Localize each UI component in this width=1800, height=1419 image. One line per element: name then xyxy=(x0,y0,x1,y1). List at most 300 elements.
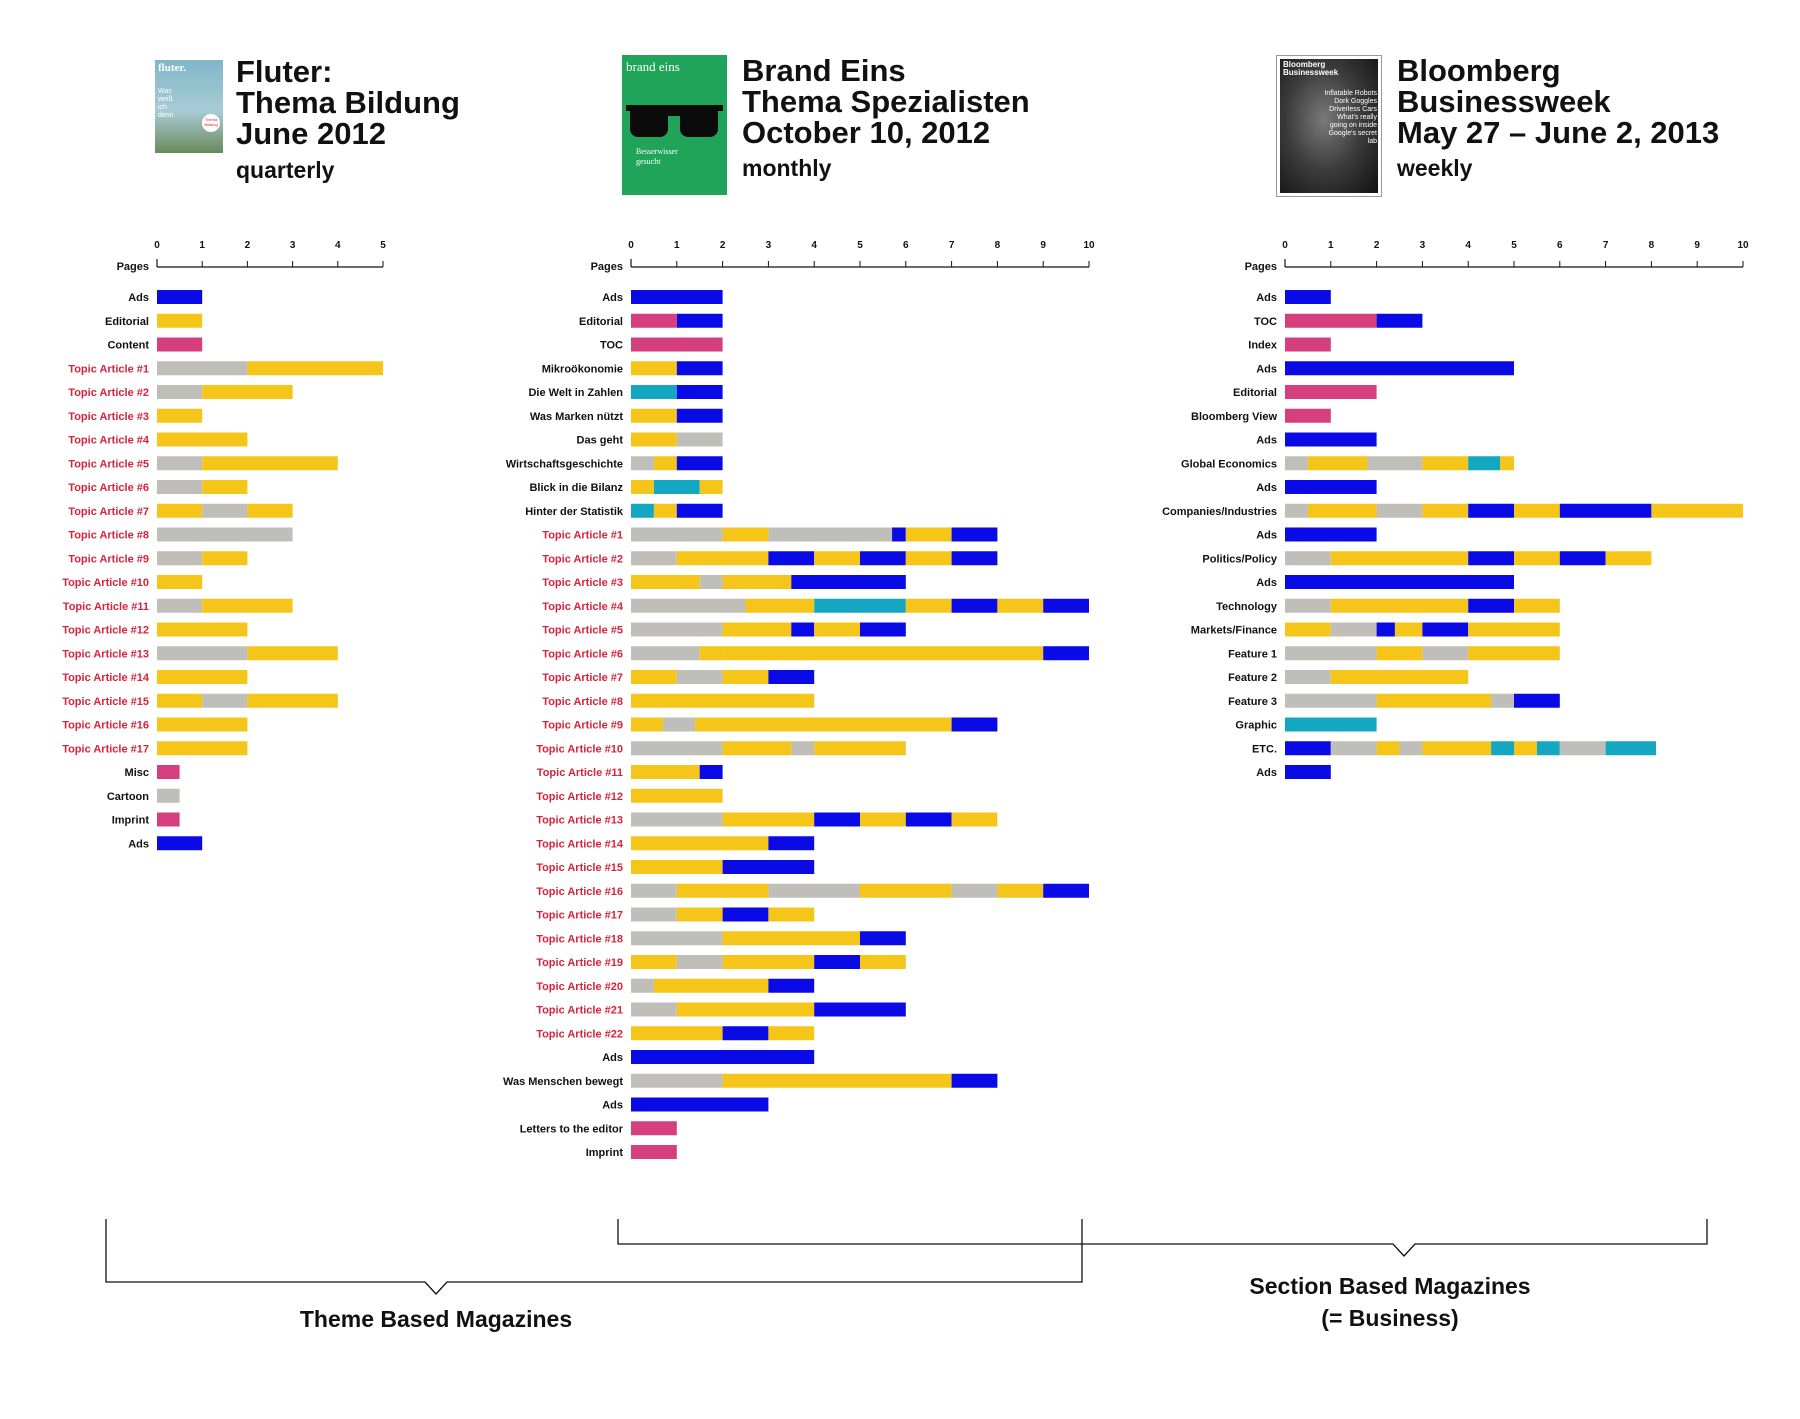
brandeins-tick-label: 2 xyxy=(719,240,726,251)
bloomberg-bar-segment-content xyxy=(1285,623,1331,637)
fluter-row-label: Topic Article #7 xyxy=(68,505,149,518)
bloomberg-bar-segment-ads xyxy=(1514,694,1560,708)
bloomberg-bar-segment-ads xyxy=(1377,623,1395,637)
cover-line: Inflatable Robots xyxy=(1324,90,1377,97)
bloomberg-row-label: Editorial xyxy=(1232,387,1277,399)
fluter-cover-brand: fluter. xyxy=(158,62,187,74)
bloomberg-bar-segment-content xyxy=(1422,741,1491,755)
bloomberg-bar-segment-ads xyxy=(1285,480,1377,494)
brandeins-frequency: monthly xyxy=(742,155,832,181)
brandeins-row-label: Topic Article #6 xyxy=(542,648,623,661)
brandeins-row-label: Topic Article #3 xyxy=(542,577,623,589)
brandeins-row-label: Topic Article #18 xyxy=(536,933,623,946)
brandeins-bar-segment-ads xyxy=(791,575,906,589)
fluter-row-label: Topic Article #5 xyxy=(68,458,149,471)
brandeins-bar-segment-content xyxy=(631,480,654,494)
bloomberg-bar-segment-editorial xyxy=(1285,338,1331,352)
brandeins-bar-segment-image xyxy=(631,623,723,637)
brandeins-row-label: Topic Article #7 xyxy=(542,672,623,684)
bloomberg-bar-segment-content xyxy=(1395,623,1422,637)
bloomberg-title-line-3: May 27 – June 2, 2013 xyxy=(1397,115,1720,150)
bloomberg-bar-segment-ads xyxy=(1422,623,1468,637)
fluter-title-line-3: June 2012 xyxy=(236,116,386,151)
bloomberg-bar-segment-content xyxy=(1468,646,1560,660)
brandeins-bar-segment-ads xyxy=(768,551,814,565)
brandeins-bar-segment-ads xyxy=(723,908,769,922)
brandeins-bar-segment-content xyxy=(723,741,792,755)
fluter-bar-segment-image xyxy=(157,646,247,660)
fluter-frequency: quarterly xyxy=(236,157,335,183)
brandeins-bar-segment-image xyxy=(631,813,723,827)
bloomberg-bar-segment-image xyxy=(1285,504,1308,518)
brandeins-bar-segment-image xyxy=(791,741,814,755)
fluter-bar-segment-content xyxy=(247,361,383,375)
fluter-row-label: Ads xyxy=(128,292,149,304)
bloomberg-bar-segment-content xyxy=(1422,504,1468,518)
brandeins-tick-label: 10 xyxy=(1083,240,1095,251)
brandeins-row-label: Topic Article #2 xyxy=(542,553,623,566)
bloomberg-bar-segment-ads xyxy=(1285,575,1514,589)
brandeins-bar-segment-ads xyxy=(860,623,906,637)
bloomberg-bar-segment-image xyxy=(1367,456,1422,470)
brandeins-bar-segment-image xyxy=(768,884,860,898)
bloomberg-row-label: Politics/Policy xyxy=(1202,553,1277,566)
fluter-bar-segment-editorial xyxy=(157,765,180,779)
bloomberg-bar-segment-image xyxy=(1422,646,1468,660)
bloomberg-row-label: Ads xyxy=(1256,363,1277,376)
brandeins-bar-segment-ads xyxy=(723,860,815,874)
brandeins-bar-segment-image xyxy=(631,908,677,922)
fluter-title-line-1: Fluter: xyxy=(236,54,333,89)
bloomberg-row-label: Technology xyxy=(1216,600,1277,613)
bloomberg-bar-segment-info xyxy=(1537,741,1560,755)
bloomberg-row-label: ETC. xyxy=(1251,743,1277,756)
bloomberg-bar-segment-ads xyxy=(1285,433,1377,447)
brandeins-bar-segment-content xyxy=(631,860,723,874)
brandeins-bar-segment-image xyxy=(677,670,723,684)
cover-line: weiß xyxy=(158,96,173,103)
brandeins-bar-segment-image xyxy=(768,528,892,542)
brandeins-row-label: Das geht xyxy=(576,434,623,447)
bloomberg-bar-segment-content xyxy=(1308,456,1368,470)
fluter-row-label: Topic Article #4 xyxy=(68,434,149,447)
bloomberg-row-label: Markets/Finance xyxy=(1190,624,1277,637)
bloomberg-row-label: Bloomberg View xyxy=(1191,410,1277,423)
brandeins-bar-segment-ads xyxy=(768,979,814,993)
bloomberg-tick-label: 6 xyxy=(1557,240,1563,251)
fluter-bar-segment-image xyxy=(157,480,202,494)
brandeins-bar-segment-content xyxy=(723,813,815,827)
bloomberg-bar-segment-image xyxy=(1331,741,1377,755)
fluter-bar-segment-content xyxy=(157,741,247,755)
bloomberg-bar-segment-image xyxy=(1285,670,1331,684)
brandeins-bar-segment-content xyxy=(814,623,860,637)
fluter-row-label: Imprint xyxy=(111,814,149,827)
brandeins-bar-segment-content xyxy=(631,1026,723,1040)
cover-line: Was xyxy=(158,88,172,95)
brandeins-bar-segment-ads xyxy=(768,670,814,684)
brandeins-bar-segment-content xyxy=(723,646,1044,660)
bloomberg-tick-label: 4 xyxy=(1465,240,1471,251)
brandeins-bar-segment-editorial xyxy=(631,314,677,328)
bloomberg-bar-segment-content xyxy=(1514,599,1560,613)
brandeins-bar-segment-content xyxy=(631,575,700,589)
fluter-row-label: Topic Article #8 xyxy=(68,529,149,542)
brandeins-bar-segment-content xyxy=(677,884,769,898)
brandeins-row-label: Topic Article #14 xyxy=(536,838,623,851)
bloomberg-bar-segment-content xyxy=(1500,456,1514,470)
bloomberg-bar-segment-image xyxy=(1285,456,1308,470)
fluter-row-label: Topic Article #13 xyxy=(62,648,149,661)
brandeins-bar-segment-ads xyxy=(892,528,906,542)
fluter-bar-segment-ads xyxy=(157,836,202,850)
brandeins-bar-segment-content xyxy=(768,908,814,922)
brandeins-bar-segment-ads xyxy=(677,456,723,470)
bloomberg-bar-segment-image xyxy=(1285,599,1331,613)
brandeins-bar-segment-content xyxy=(723,1074,952,1088)
fluter-row-label: Topic Article #3 xyxy=(68,410,149,423)
fluter-bar-segment-content xyxy=(157,504,202,518)
brandeins-bar-segment-content xyxy=(700,646,723,660)
brandeins-bar-segment-content xyxy=(723,528,769,542)
bloomberg-bar-segment-image xyxy=(1377,504,1423,518)
bloomberg-bar-segment-content xyxy=(1514,741,1537,755)
bloomberg-bar-segment-ads xyxy=(1468,599,1514,613)
section-group-label-line-1: Section Based Magazines xyxy=(1249,1273,1531,1299)
brandeins-bar-segment-ads xyxy=(952,551,998,565)
bloomberg-tick-label: 7 xyxy=(1602,240,1609,251)
bloomberg-bar-segment-editorial xyxy=(1285,314,1377,328)
bloomberg-tick-label: 0 xyxy=(1282,240,1288,251)
bloomberg-bar-segment-content xyxy=(1308,504,1377,518)
brandeins-row-label: Ads xyxy=(602,1099,623,1112)
brandeins-row-label: Die Welt in Zahlen xyxy=(528,387,623,399)
brandeins-row-label: Topic Article #15 xyxy=(536,862,623,874)
fluter-row-label: Cartoon xyxy=(106,790,149,803)
fluter-bar-segment-content xyxy=(247,504,292,518)
fluter-bar-segment-image xyxy=(157,551,202,565)
fluter-tick-label: 3 xyxy=(289,240,296,251)
brandeins-bar-segment-ads xyxy=(677,504,723,518)
bloomberg-row-label: Feature 2 xyxy=(1228,672,1277,684)
cover-line: gesucht xyxy=(636,157,661,166)
section-group-label-line-2: (= Business) xyxy=(1321,1305,1459,1331)
brandeins-bar-segment-image xyxy=(631,599,746,613)
fluter-bar-segment-content xyxy=(202,480,247,494)
brandeins-bar-segment-ads xyxy=(814,813,860,827)
brandeins-row-label: Topic Article #19 xyxy=(536,957,623,969)
fluter-bar-segment-content xyxy=(157,670,247,684)
brandeins-bar-segment-content xyxy=(631,765,700,779)
brandeins-bar-segment-info xyxy=(631,385,677,399)
brandeins-bar-segment-content xyxy=(746,599,815,613)
brandeins-bar-segment-info xyxy=(814,599,906,613)
section-group-label xyxy=(1200,1270,1580,1334)
brandeins-bar-segment-ads xyxy=(952,718,998,732)
brandeins-bar-segment-content xyxy=(906,551,952,565)
brandeins-bar-segment-image xyxy=(631,979,654,993)
bloomberg-row-label: Ads xyxy=(1256,482,1277,494)
bloomberg-tick-label: 3 xyxy=(1419,240,1426,251)
theme-group-label: Theme Based Magazines xyxy=(299,1306,573,1332)
fluter-cover-badge: Thema Bildung xyxy=(202,114,220,132)
fluter-row-label: Topic Article #12 xyxy=(62,624,149,637)
bloomberg-bar-segment-ads xyxy=(1468,504,1514,518)
brandeins-bar-segment-content xyxy=(631,694,814,708)
fluter-bar-segment-image xyxy=(157,456,202,470)
bloomberg-bar-segment-editorial xyxy=(1285,409,1331,423)
brandeins-tick-label: 4 xyxy=(811,240,817,251)
cover-line: What's really going on inside Google's secret lab xyxy=(1328,114,1377,145)
bloomberg-tick-label: 2 xyxy=(1373,240,1380,251)
brandeins-row-label: Topic Article #21 xyxy=(536,1004,623,1017)
bloomberg-bar-segment-image xyxy=(1560,741,1606,755)
brandeins-bar-segment-content xyxy=(631,670,677,684)
bloomberg-bar-segment-image xyxy=(1491,694,1514,708)
bloomberg-bar-segment-ads xyxy=(1285,741,1331,755)
fluter-bar-segment-image xyxy=(157,599,202,613)
brandeins-row-label: Imprint xyxy=(585,1147,623,1159)
brandeins-tick-label: 1 xyxy=(674,240,680,251)
fluter-bar-segment-content xyxy=(157,575,202,589)
bloomberg-bar-segment-ads xyxy=(1285,361,1514,375)
bloomberg-tick-label: 9 xyxy=(1694,240,1700,251)
brandeins-bar-segment-editorial xyxy=(631,338,723,352)
brandeins-row-label: Topic Article #9 xyxy=(542,719,623,732)
bloomberg-frequency: weekly xyxy=(1397,155,1473,181)
fluter-bar-segment-editorial xyxy=(157,813,180,827)
brandeins-bar-segment-content xyxy=(631,718,663,732)
brandeins-bar-segment-image xyxy=(677,433,723,447)
brandeins-bar-segment-ads xyxy=(952,599,998,613)
fluter-x-axis-label: Pages xyxy=(116,261,149,273)
bloomberg-row-label: Ads xyxy=(1256,577,1277,589)
bloomberg-bar-segment-editorial xyxy=(1285,385,1377,399)
brandeins-row-label: Blick in die Bilanz xyxy=(529,482,623,494)
brandeins-bar-segment-content xyxy=(814,551,860,565)
brandeins-row-label: Topic Article #4 xyxy=(542,600,623,613)
brandeins-tick-label: 9 xyxy=(1040,240,1046,251)
brandeins-bar-segment-image xyxy=(631,1003,677,1017)
fluter-tick-label: 2 xyxy=(244,240,251,251)
bloomberg-bar-segment-content xyxy=(1514,551,1560,565)
brandeins-bar-segment-content xyxy=(860,813,906,827)
fluter-bar-segment-image xyxy=(157,361,247,375)
brandeins-bar-segment-content xyxy=(677,908,723,922)
brandeins-row-label: Topic Article #10 xyxy=(536,743,623,756)
brandeins-bar-segment-ads xyxy=(677,361,723,375)
brandeins-bar-segment-content xyxy=(723,575,792,589)
brandeins-row-label: Was Menschen bewegt xyxy=(502,1075,623,1088)
bloomberg-bar-segment-ads xyxy=(1285,765,1331,779)
brandeins-bar-segment-ads xyxy=(1043,884,1089,898)
fluter-bar-segment-content xyxy=(157,409,202,423)
fluter-row-label: Misc xyxy=(124,767,149,779)
bloomberg-title-line-2: Businessweek xyxy=(1397,84,1611,119)
fluter-title-line-2: Thema Bildung xyxy=(236,85,460,120)
brandeins-bar-segment-image xyxy=(631,646,700,660)
brandeins-bar-segment-ads xyxy=(952,528,998,542)
brandeins-bar-segment-content xyxy=(654,456,677,470)
bloomberg-bar-segment-content xyxy=(1606,551,1652,565)
brandeins-bar-segment-image xyxy=(700,575,723,589)
brandeins-row-label: Topic Article #13 xyxy=(536,814,623,827)
brandeins-tick-label: 0 xyxy=(628,240,634,251)
brandeins-bar-segment-editorial xyxy=(631,1121,677,1135)
fluter-bar-segment-content xyxy=(157,433,247,447)
brandeins-bar-segment-content xyxy=(700,480,723,494)
fluter-bar-segment-content xyxy=(202,385,292,399)
bloomberg-row-label: Ads xyxy=(1256,292,1277,304)
brandeins-bar-segment-ads xyxy=(1043,646,1089,660)
fluter-bar-segment-content xyxy=(157,314,202,328)
brandeins-bar-segment-ads xyxy=(814,1003,906,1017)
fluter-row-label: Topic Article #17 xyxy=(62,743,149,756)
bloomberg-bar-segment-ads xyxy=(1468,551,1514,565)
brandeins-row-label: Topic Article #20 xyxy=(536,980,623,993)
bloomberg-tick-label: 8 xyxy=(1648,240,1655,251)
brandeins-title-line-1: Brand Eins xyxy=(742,53,906,88)
brandeins-bar-segment-ads xyxy=(952,1074,998,1088)
bloomberg-bar-segment-content xyxy=(1422,456,1468,470)
bloomberg-bar-segment-content xyxy=(1331,670,1468,684)
bloomberg-row-label: Ads xyxy=(1256,767,1277,779)
brandeins-bar-segment-image xyxy=(663,718,695,732)
fluter-row-label: Topic Article #14 xyxy=(62,672,149,684)
brandeins-row-label: Topic Article #5 xyxy=(542,624,623,637)
bloomberg-bar-segment-image xyxy=(1331,623,1377,637)
brandeins-bar-segment-info xyxy=(631,504,654,518)
fluter-bar-segment-content xyxy=(202,599,292,613)
brandeins-row-label: Ads xyxy=(602,1052,623,1064)
brandeins-bar-segment-content xyxy=(631,789,723,803)
brandeins-bar-segment-content xyxy=(860,884,952,898)
brandeins-row-label: Ads xyxy=(602,292,623,304)
cover-line: ich xyxy=(158,104,167,111)
bloomberg-bar-segment-content xyxy=(1468,623,1560,637)
bloomberg-bar-segment-content xyxy=(1651,504,1743,518)
fluter-bar-segment-image xyxy=(157,385,202,399)
brandeins-row-label: Letters to the editor xyxy=(519,1123,623,1136)
brandeins-bar-segment-image xyxy=(631,551,677,565)
brandeins-row-label: Was Marken nützt xyxy=(529,410,623,423)
fluter-row-label: Topic Article #16 xyxy=(62,719,149,732)
brandeins-bar-segment-content xyxy=(654,504,677,518)
cover-line: Besserwisser xyxy=(636,147,678,156)
bloomberg-bar-segment-info xyxy=(1491,741,1514,755)
fluter-row-label: Topic Article #6 xyxy=(68,482,149,494)
fluter-bar-segment-content xyxy=(157,623,247,637)
brandeins-bar-segment-ads xyxy=(723,1026,769,1040)
brandeins-x-axis-label: Pages xyxy=(590,261,623,273)
brandeins-tick-label: 6 xyxy=(903,240,909,251)
brandeins-bar-segment-content xyxy=(695,718,951,732)
fluter-bar-segment-content xyxy=(247,646,337,660)
brandeins-bar-segment-content xyxy=(768,1026,814,1040)
brandeins-bar-segment-ads xyxy=(814,955,860,969)
fluter-bar-segment-editorial xyxy=(157,338,202,352)
brandeins-row-label: Topic Article #17 xyxy=(536,909,623,922)
bloomberg-bar-segment-ads xyxy=(1285,528,1377,542)
bloomberg-bar-segment-content xyxy=(1514,504,1560,518)
brandeins-bar-segment-content xyxy=(677,551,769,565)
brandeins-bar-segment-ads xyxy=(860,931,906,945)
bloomberg-bar-segment-image xyxy=(1285,646,1377,660)
brandeins-bar-segment-ads xyxy=(700,765,723,779)
brandeins-bar-segment-content xyxy=(677,1003,814,1017)
brandeins-bar-segment-content xyxy=(631,409,677,423)
bloomberg-cover-brand: Bloomberg Businessweek xyxy=(1283,60,1339,77)
bloomberg-row-label: Feature 1 xyxy=(1228,648,1277,661)
fluter-row-label: Content xyxy=(107,339,149,352)
bloomberg-bar-segment-info xyxy=(1468,456,1500,470)
brandeins-bar-segment-content xyxy=(814,741,906,755)
brandeins-row-label: Wirtschaftsgeschichte xyxy=(505,458,623,471)
cover-line: Dork Goggles xyxy=(1334,98,1377,105)
bloomberg-tick-label: 1 xyxy=(1328,240,1334,251)
brandeins-bar-segment-ads xyxy=(1043,599,1089,613)
brandeins-bar-segment-content xyxy=(997,884,1043,898)
brandeins-row-label: Hinter der Statistik xyxy=(525,505,623,518)
brandeins-row-label: Topic Article #22 xyxy=(536,1028,623,1041)
bloomberg-bar-segment-content xyxy=(1377,646,1423,660)
brandeins-bar-segment-content xyxy=(631,433,677,447)
bloomberg-bar-segment-ads xyxy=(1560,551,1606,565)
bloomberg-bar-segment-content xyxy=(1377,741,1400,755)
brandeins-bar-segment-info xyxy=(654,480,700,494)
brandeins-row-label: Topic Article #8 xyxy=(542,695,623,708)
bloomberg-bar-segment-content xyxy=(1331,599,1468,613)
bloomberg-row-label: Graphic xyxy=(1235,719,1277,732)
brandeins-title-line-3: October 10, 2012 xyxy=(742,115,991,150)
bloomberg-bar-segment-image xyxy=(1285,551,1331,565)
brandeins-bar-segment-ads xyxy=(677,385,723,399)
brandeins-row-label: Topic Article #12 xyxy=(536,790,623,803)
bloomberg-bar-segment-content xyxy=(1377,694,1492,708)
bloomberg-title-line-1: Bloomberg xyxy=(1397,53,1561,88)
brandeins-bar-segment-image xyxy=(631,1074,723,1088)
brandeins-bar-segment-image xyxy=(631,884,677,898)
brandeins-row-label: Topic Article #16 xyxy=(536,885,623,898)
brandeins-bar-segment-ads xyxy=(791,623,814,637)
brandeins-tick-label: 7 xyxy=(948,240,955,251)
bloomberg-row-label: Feature 3 xyxy=(1228,695,1277,708)
brandeins-bar-segment-ads xyxy=(677,314,723,328)
fluter-tick-label: 5 xyxy=(380,240,386,251)
bloomberg-bar-segment-content xyxy=(1331,551,1468,565)
brandeins-bar-segment-content xyxy=(631,836,768,850)
brandeins-row-label: Topic Article #11 xyxy=(536,767,623,779)
brandeins-bar-segment-content xyxy=(906,599,952,613)
brandeins-bar-segment-ads xyxy=(860,551,906,565)
bloomberg-tick-label: 10 xyxy=(1737,240,1749,251)
brandeins-bar-segment-ads xyxy=(631,1098,768,1112)
brandeins-bar-segment-editorial xyxy=(631,1145,677,1159)
brandeins-bar-segment-content xyxy=(723,931,860,945)
brandeins-bar-segment-image xyxy=(952,884,998,898)
brandeins-bar-segment-ads xyxy=(677,409,723,423)
fluter-tick-label: 4 xyxy=(335,240,341,251)
fluter-row-label: Topic Article #1 xyxy=(68,363,149,376)
brandeins-bar-segment-content xyxy=(952,813,998,827)
fluter-bar-segment-content xyxy=(202,456,338,470)
brandeins-title-line-2: Thema Spezialisten xyxy=(742,84,1030,119)
brandeins-row-label: TOC xyxy=(599,339,623,352)
brandeins-row-label: Mikroökonomie xyxy=(541,363,623,376)
bloomberg-tick-label: 5 xyxy=(1511,240,1517,251)
brandeins-row-label: Topic Article #1 xyxy=(542,529,623,542)
fluter-row-label: Topic Article #2 xyxy=(68,387,149,399)
